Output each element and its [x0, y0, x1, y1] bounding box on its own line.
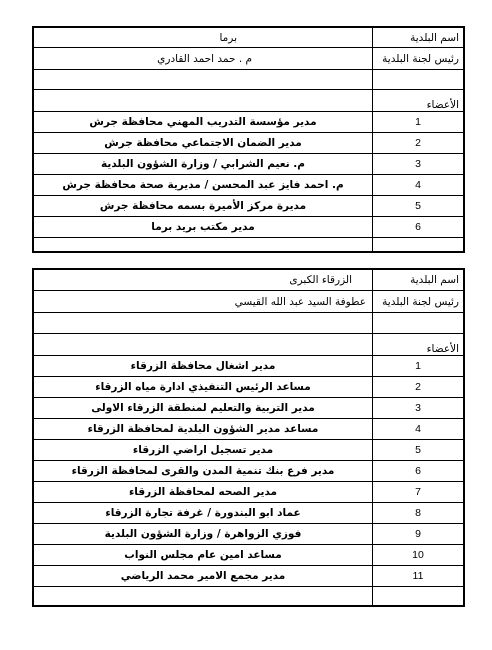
table-row	[34, 503, 464, 524]
member-name: فوزي الزواهرة / وزارة الشؤون البلدية	[34, 524, 373, 545]
member-name: مدير الصحه لمحافظة الزرقاء	[34, 482, 373, 503]
table-row	[34, 461, 464, 482]
table-row	[34, 524, 464, 545]
member-number: 7	[373, 482, 464, 503]
member-number: 5	[373, 440, 464, 461]
member-number: 11	[373, 566, 464, 587]
member-number: 4	[373, 175, 464, 196]
member-name: مدير فرع بنك تنمية المدن والقرى لمحافظة الزرقاء	[34, 461, 373, 482]
member-number: 3	[373, 154, 464, 175]
municipality-name: الزرقاء الكبرى	[34, 270, 373, 291]
member-name: مدير الضمان الاجتماعي محافظة جرش	[34, 133, 373, 154]
member-number: 1	[373, 356, 464, 377]
table-row	[34, 133, 464, 154]
member-name: مدير اشغال محافظة الزرقاء	[34, 356, 373, 377]
chair-name: عطوفة السيد عبد الله القيسي	[34, 291, 373, 313]
table-row	[34, 398, 464, 419]
table-row	[34, 440, 464, 461]
council-table-zarqa	[33, 269, 464, 606]
municipality-name: برما	[34, 28, 373, 48]
municipality-row	[34, 28, 464, 48]
table-row	[34, 154, 464, 175]
member-name: مدير مؤسسة التدريب المهني محافظة جرش	[34, 112, 373, 133]
empty-row	[34, 587, 464, 606]
members-header-row	[34, 334, 464, 356]
member-name: مديرة مركز الأميرة بسمه محافظة جرش	[34, 196, 373, 217]
chair-name: م . حمد احمد القادري	[34, 48, 373, 70]
member-name: مساعد الرئيس التنفيذي ادارة مياه الزرقاء	[34, 377, 373, 398]
council-table-burma	[33, 27, 464, 252]
members-label: الأعضاء	[373, 90, 464, 112]
member-name: مدير تسجيل اراضي الزرقاء	[34, 440, 373, 461]
member-number: 6	[373, 461, 464, 482]
member-number: 2	[373, 133, 464, 154]
table-row	[34, 377, 464, 398]
empty-row	[34, 70, 464, 90]
table-row	[34, 482, 464, 503]
member-name: مدير التربية والتعليم لمنطقة الزرقاء الاولى	[34, 398, 373, 419]
table-row	[34, 217, 464, 238]
member-name: مدير مجمع الامير محمد الرياضي	[34, 566, 373, 587]
chair-label: رئيس لجنة البلدية	[373, 291, 464, 313]
member-number: 1	[373, 112, 464, 133]
table-row	[34, 175, 464, 196]
empty-row	[34, 313, 464, 334]
member-number: 6	[373, 217, 464, 238]
member-number: 5	[373, 196, 464, 217]
member-name: مدير مكتب بريد برما	[34, 217, 373, 238]
table-row	[34, 196, 464, 217]
member-number: 2	[373, 377, 464, 398]
member-number: 3	[373, 398, 464, 419]
member-number: 8	[373, 503, 464, 524]
municipality-row	[34, 270, 464, 291]
table-row	[34, 112, 464, 133]
table-row	[34, 545, 464, 566]
member-name: م. نعيم الشرابي / وزارة الشؤون البلدية	[34, 154, 373, 175]
table-row	[34, 356, 464, 377]
empty-row	[34, 238, 464, 252]
chair-label: رئيس لجنة البلدية	[373, 48, 464, 70]
table-row	[34, 566, 464, 587]
chair-row	[34, 291, 464, 313]
members-label: الأعضاء	[373, 334, 464, 356]
table-row	[34, 419, 464, 440]
municipality-label: اسم البلدية	[373, 28, 464, 48]
member-name: مساعد مدير الشؤون البلدية لمحافظة الزرقاء	[34, 419, 373, 440]
member-name: م. احمد فايز عبد المحسن / مديرية صحة محافظة جرش	[34, 175, 373, 196]
member-number: 4	[373, 419, 464, 440]
municipality-label: اسم البلدية	[373, 270, 464, 291]
member-number: 10	[373, 545, 464, 566]
members-header-row	[34, 90, 464, 112]
chair-row	[34, 48, 464, 70]
member-name: عماد ابو البندورة / غرفة تجارة الزرقاء	[34, 503, 373, 524]
member-name: مساعد امين عام مجلس النواب	[34, 545, 373, 566]
member-number: 9	[373, 524, 464, 545]
